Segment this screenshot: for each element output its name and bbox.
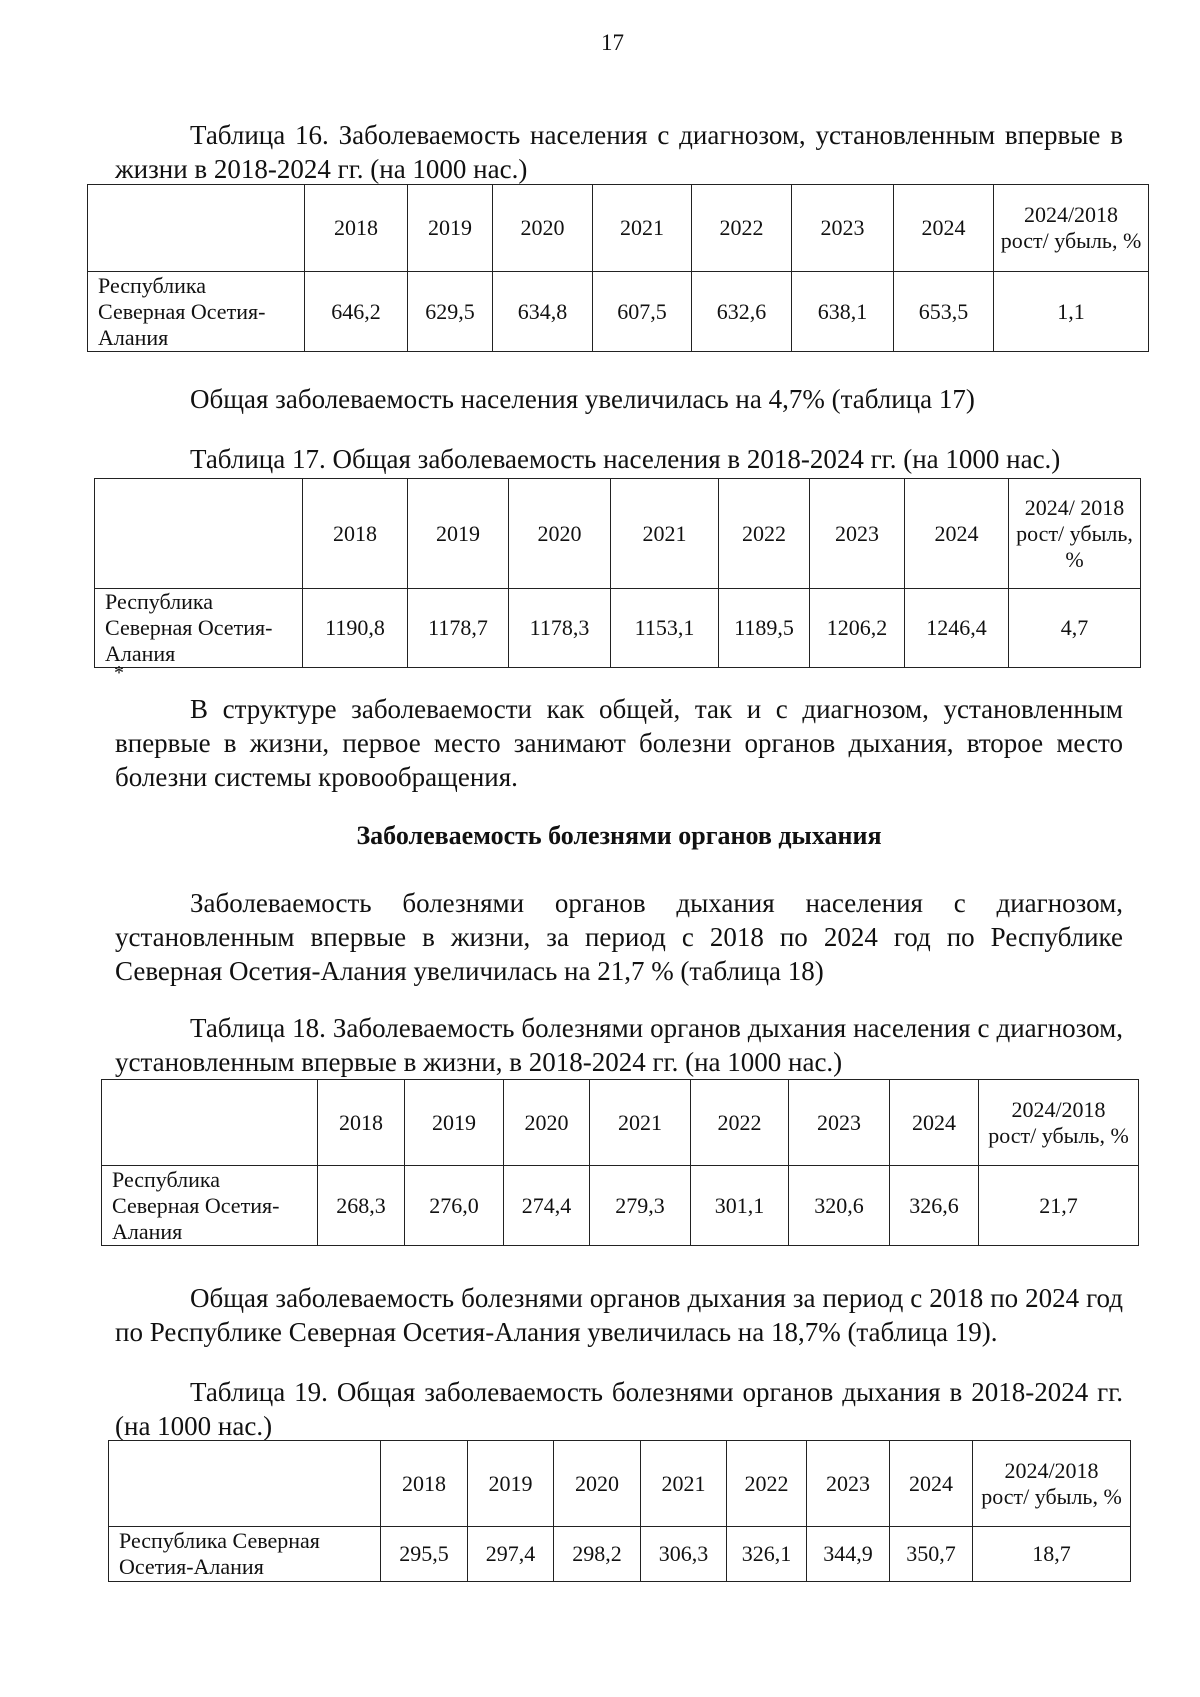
year-2018: 2018 [305, 185, 408, 272]
value-cell: 629,5 [408, 272, 493, 352]
table19-data-row [109, 1527, 1131, 1582]
paragraph-respiratory-total: Общая заболеваемость болезнями органов дыхания за период с 2018 по 2024 год по Республике Северная Осетия-Алания увеличилась на 18,7% (таблица 19). [115, 1283, 1123, 1347]
paragraph-respiratory-new: Заболеваемость болезнями органов дыхания населения с диагнозом, установленным впервые в жизни, за период с 2018 по 2024 год по Республике Северная Осетия-Алания увеличилась на 21,7 % (таблица 18) [115, 888, 1123, 986]
year-2019: 2019 [408, 185, 493, 272]
value-cell: 344,9 [807, 1527, 890, 1582]
value-cell: 1206,2 [810, 589, 905, 668]
growth-header: 2024/ 2018 рост/ убыль, % [1009, 479, 1141, 589]
table16 [87, 184, 1149, 352]
value-cell: 350,7 [890, 1527, 973, 1582]
value-cell: 274,4 [504, 1166, 590, 1246]
year-2019: 2019 [408, 479, 509, 589]
table19 [108, 1440, 1131, 1582]
growth-cell: 18,7 [973, 1527, 1131, 1582]
table18-data-row [102, 1166, 1139, 1246]
value-cell: 268,3 [318, 1166, 405, 1246]
value-cell: 306,3 [641, 1527, 727, 1582]
table17-header-row [95, 479, 1141, 589]
year-2023: 2023 [807, 1441, 890, 1527]
year-2022: 2022 [719, 479, 810, 589]
year-2022: 2022 [692, 185, 792, 272]
year-2021: 2021 [641, 1441, 727, 1527]
paragraph-general-morbidity: Общая заболеваемость населения увеличилась на 4,7% (таблица 17) [190, 384, 975, 414]
value-cell: 653,5 [894, 272, 994, 352]
year-2022: 2022 [691, 1080, 789, 1166]
year-2020: 2020 [493, 185, 593, 272]
value-cell: 1246,4 [905, 589, 1009, 668]
table17-corner-cell [95, 479, 303, 589]
growth-cell: 1,1 [994, 272, 1149, 352]
table16-header-row [88, 185, 1149, 272]
growth-cell: 4,7 [1009, 589, 1141, 668]
growth-header: 2024/2018 рост/ убыль, % [979, 1080, 1139, 1166]
year-2021: 2021 [590, 1080, 691, 1166]
year-2023: 2023 [789, 1080, 890, 1166]
year-2021: 2021 [611, 479, 719, 589]
year-2019: 2019 [405, 1080, 504, 1166]
value-cell: 1178,7 [408, 589, 509, 668]
table17-caption: Таблица 17. Общая заболеваемость населения в 2018-2024 гг. (на 1000 нас.) [190, 444, 1061, 474]
table18-corner-cell [102, 1080, 318, 1166]
section-heading: Заболеваемость болезнями органов дыхания [356, 821, 882, 850]
year-2020: 2020 [504, 1080, 590, 1166]
year-2018: 2018 [318, 1080, 405, 1166]
growth-header: 2024/2018 рост/ убыль, % [973, 1441, 1131, 1527]
value-cell: 1153,1 [611, 589, 719, 668]
table18 [101, 1079, 1139, 1246]
value-cell: 320,6 [789, 1166, 890, 1246]
value-cell: 646,2 [305, 272, 408, 352]
value-cell: 632,6 [692, 272, 792, 352]
year-2024: 2024 [890, 1080, 979, 1166]
year-2023: 2023 [792, 185, 894, 272]
region-cell: Республика Северная Осетия-Алания [95, 589, 303, 668]
value-cell: 326,6 [890, 1166, 979, 1246]
year-2018: 2018 [381, 1441, 468, 1527]
year-2020: 2020 [509, 479, 611, 589]
table18-caption: Таблица 18. Заболеваемость болезнями органов дыхания населения с диагнозом, установленным впервые в жизни, в 2018-2024 гг. (на 1000 нас.) [115, 1013, 1123, 1077]
year-2020: 2020 [554, 1441, 641, 1527]
year-2022: 2022 [727, 1441, 807, 1527]
page-number: 17 [601, 30, 624, 55]
paragraph-structure: В структуре заболеваемости как общей, так и с диагнозом, установленным впервые в жизни, первое место занимают болезни органов дыхания, второе место болезни системы кровообращения. [115, 694, 1123, 792]
region-cell: Республика Северная Осетия-Алания [102, 1166, 318, 1246]
value-cell: 1189,5 [719, 589, 810, 668]
value-cell: 1190,8 [303, 589, 408, 668]
table19-caption: Таблица 19. Общая заболеваемость болезнями органов дыхания в 2018-2024 гг. (на 1000 нас.) [115, 1377, 1123, 1441]
value-cell: 276,0 [405, 1166, 504, 1246]
region-cell: Республика Северная Осетия-Алания [88, 272, 305, 352]
year-2023: 2023 [810, 479, 905, 589]
value-cell: 295,5 [381, 1527, 468, 1582]
table18-header-row [102, 1080, 1139, 1166]
value-cell: 298,2 [554, 1527, 641, 1582]
table16-caption: Таблица 16. Заболеваемость населения с диагнозом, установленным впервые в жизни в 2018-2024 гг. (на 1000 нас.) [115, 120, 1123, 184]
table17 [94, 478, 1141, 668]
value-cell: 326,1 [727, 1527, 807, 1582]
year-2024: 2024 [905, 479, 1009, 589]
table17-data-row [95, 589, 1141, 668]
value-cell: 634,8 [493, 272, 593, 352]
value-cell: 279,3 [590, 1166, 691, 1246]
value-cell: 297,4 [468, 1527, 554, 1582]
value-cell: 607,5 [593, 272, 692, 352]
table19-corner-cell [109, 1441, 381, 1527]
value-cell: 638,1 [792, 272, 894, 352]
year-2018: 2018 [303, 479, 408, 589]
year-2024: 2024 [894, 185, 994, 272]
growth-cell: 21,7 [979, 1166, 1139, 1246]
year-2021: 2021 [593, 185, 692, 272]
footnote-mark: * [114, 662, 124, 684]
table16-data-row [88, 272, 1149, 352]
value-cell: 301,1 [691, 1166, 789, 1246]
table16-corner-cell [88, 185, 305, 272]
year-2019: 2019 [468, 1441, 554, 1527]
region-cell: Республика Северная Осетия-Алания [109, 1527, 381, 1582]
growth-header: 2024/2018 рост/ убыль, % [994, 185, 1149, 272]
value-cell: 1178,3 [509, 589, 611, 668]
year-2024: 2024 [890, 1441, 973, 1527]
table19-header-row [109, 1441, 1131, 1527]
